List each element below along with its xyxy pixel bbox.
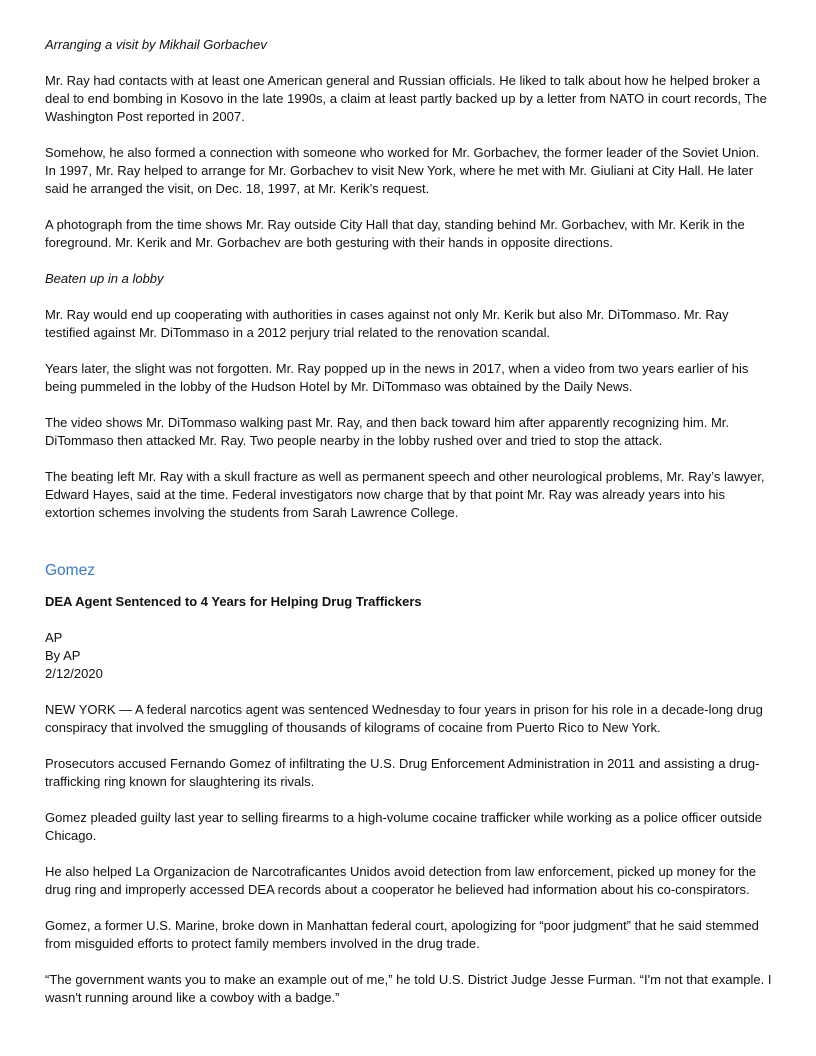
subheading-gorbachev: Arranging a visit by Mikhail Gorbachev xyxy=(45,37,267,52)
document-page xyxy=(45,36,773,1007)
paragraph: Mr. Ray would end up cooperating with authorities in cases against not only Mr. Kerik but also Mr. DiTommaso. Mr. Ray testified against Mr. DiTommaso in a 2012 perjury trial related to the renovation scandal. xyxy=(45,307,729,340)
paragraph: Mr. Ray had contacts with at least one American general and Russian officials. He liked to talk about how he helped broker a deal to end bombing in Kosovo in the late 1990s, a claim at least partly backed up by a letter from NATO in court records, The Washington Post reported in 2007. xyxy=(45,73,767,124)
paragraph: Somehow, he also formed a connection with someone who worked for Mr. Gorbachev, the former leader of the Soviet Union. In 1997, Mr. Ray helped to arrange for Mr. Gorbachev to visit New York, where he met with Mr. Giuliani at City Hall. He later said he arranged the visit, on Dec. 18, 1997, at Mr. Kerik’s request. xyxy=(45,145,760,196)
paragraph: Years later, the slight was not forgotten. Mr. Ray popped up in the news in 2017, when a video from two years earlier of his being pummeled in the lobby of the Hudson Hotel by Mr. DiTommaso was obtained by the Daily News. xyxy=(45,361,749,394)
paragraph: Gomez pleaded guilty last year to selling firearms to a high-volume cocaine trafficker while working as a police officer outside Chicago. xyxy=(45,810,763,843)
article-date: 2/12/2020 xyxy=(45,666,103,681)
article-title: DEA Agent Sentenced to 4 Years for Helping Drug Traffickers xyxy=(45,594,422,609)
paragraph: Gomez, a former U.S. Marine, broke down in Manhattan federal court, apologizing for “poor judgment” that he said stemmed from misguided efforts to protect family members involved in the drug trade. xyxy=(45,918,759,951)
paragraph: He also helped La Organizacion de Narcotraficantes Unidos avoid detection from law enforcement, picked up money for the drug ring and improperly accessed DEA records about a cooperator he believed had information about his co-conspirators. xyxy=(45,864,757,897)
subheading-lobby: Beaten up in a lobby xyxy=(45,271,164,286)
article-meta xyxy=(45,629,773,683)
paragraph: “The government wants you to make an example out of me,” he told U.S. District Judge Jesse Furman. “I'm not that example. I wasn't running around like a cowboy with a badge.” xyxy=(45,972,772,1005)
article-source: AP xyxy=(45,630,63,645)
paragraph: A photograph from the time shows Mr. Ray outside City Hall that day, standing behind Mr. Gorbachev, with Mr. Kerik in the foreground. Mr. Kerik and Mr. Gorbachev are both gesturing with their hands in opposite directions. xyxy=(45,217,745,250)
article-byline: By AP xyxy=(45,648,81,663)
paragraph: Prosecutors accused Fernando Gomez of infiltrating the U.S. Drug Enforcement Administration in 2011 and assisting a drug-trafficking ring known for slaughtering its rivals. xyxy=(45,756,760,789)
paragraph: NEW YORK — A federal narcotics agent was sentenced Wednesday to four years in prison for his role in a decade-long drug conspiracy that involved the smuggling of thousands of kilograms of cocaine from Puerto Rico to New York. xyxy=(45,702,763,735)
paragraph: The beating left Mr. Ray with a skull fracture as well as permanent speech and other neurological problems, Mr. Ray’s lawyer, Edward Hayes, said at the time. Federal investigators now charge that by that point Mr. Ray was already years into his extortion schemes involving the students from Sarah Lawrence College. xyxy=(45,469,765,520)
section-heading-gomez: Gomez xyxy=(45,562,95,579)
paragraph: The video shows Mr. DiTommaso walking past Mr. Ray, and then back toward him after apparently recognizing him. Mr. DiTommaso then attacked Mr. Ray. Two people nearby in the lobby rushed over and tried to stop the attack. xyxy=(45,415,729,448)
